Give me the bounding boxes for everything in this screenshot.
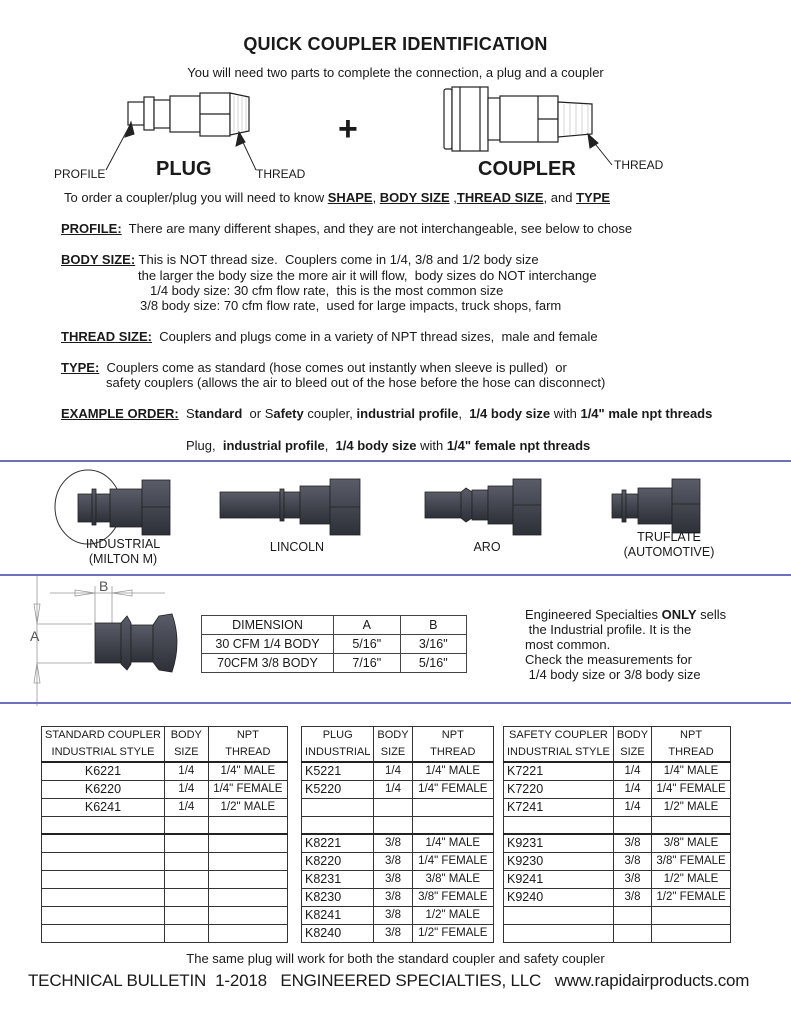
part-number-cell: K7220 xyxy=(504,780,614,798)
table-header-row xyxy=(42,727,288,763)
header-text: NPT xyxy=(680,729,703,741)
plug-drawing xyxy=(0,0,791,190)
plug-label: PLUG xyxy=(156,158,212,180)
page-title: QUICK COUPLER IDENTIFICATION xyxy=(243,34,548,54)
aro-plug-icon xyxy=(425,479,541,535)
part-number-cell xyxy=(504,906,614,924)
part-number-cell: K8231 xyxy=(302,870,374,888)
body-size-cell xyxy=(164,906,208,924)
table-row xyxy=(504,870,731,888)
example-text: with xyxy=(416,438,447,453)
type-section xyxy=(61,360,567,376)
header-text: BODY xyxy=(377,729,409,741)
header-text: STANDARD COUPLER xyxy=(45,729,161,741)
npt-thread-cell: 1/2" FEMALE xyxy=(412,924,493,942)
npt-thread-cell: 1/4" FEMALE xyxy=(412,780,493,798)
part-number-cell: K9241 xyxy=(504,870,614,888)
part-number-cell xyxy=(42,888,165,906)
part-number-cell: K5220 xyxy=(302,780,374,798)
profile-note xyxy=(525,607,726,682)
body-size-cell xyxy=(164,924,208,942)
note-emphasis: ONLY xyxy=(661,607,697,622)
body-size-cell: 3/8 xyxy=(613,834,651,852)
part-number-cell xyxy=(42,870,165,888)
table-row xyxy=(42,780,288,798)
profile-label-lincoln xyxy=(232,540,362,555)
table-row xyxy=(504,762,731,780)
body-size-cell: 1/4 xyxy=(613,780,651,798)
table-row xyxy=(42,870,288,888)
order-requirements xyxy=(64,190,610,206)
note-text: Engineered Specialties xyxy=(525,607,662,622)
table-row xyxy=(302,852,494,870)
example-bold: 1/4" female npt threads xyxy=(446,438,591,453)
table-row xyxy=(504,816,731,834)
table-cell: 5/16" xyxy=(334,635,401,654)
npt-thread-cell xyxy=(208,888,287,906)
example-text: or S xyxy=(242,406,274,421)
header-text: SIZE xyxy=(620,746,645,758)
body-size-cell: 3/8 xyxy=(374,888,412,906)
header-text: INDUSTRIAL xyxy=(305,746,371,758)
table-row xyxy=(302,906,494,924)
profile-heading: PROFILE: xyxy=(61,221,122,236)
part-number-cell xyxy=(504,924,614,942)
npt-thread-cell: 1/4" FEMALE xyxy=(652,780,731,798)
header-cell: A xyxy=(334,616,401,635)
table-row xyxy=(202,635,467,654)
body-size-cell: 3/8 xyxy=(613,870,651,888)
header-cell xyxy=(164,727,208,763)
npt-thread-cell: 1/2" MALE xyxy=(208,798,287,816)
table-row xyxy=(504,780,731,798)
part-number-cell: K9230 xyxy=(504,852,614,870)
body-size-cell: 3/8 xyxy=(374,834,412,852)
profile-alias: (AUTOMOTIVE) xyxy=(623,545,715,559)
body-size-cell: 1/4 xyxy=(164,762,208,780)
body-size-heading: BODY SIZE: xyxy=(61,252,136,267)
part-number-cell xyxy=(42,924,165,942)
body-size-cell: 1/4 xyxy=(613,798,651,816)
profile-name: INDUSTRIAL xyxy=(85,537,161,551)
table-header-row xyxy=(302,727,494,763)
type-text: Couplers come as standard (hose comes out instantly when sleeve is pulled) or xyxy=(99,360,567,375)
npt-thread-cell xyxy=(208,870,287,888)
header-text: THREAD xyxy=(668,746,714,758)
npt-thread-cell: 1/4" MALE xyxy=(652,762,731,780)
table-row xyxy=(504,888,731,906)
table-row xyxy=(504,798,731,816)
plug-tip-icon xyxy=(95,614,177,672)
table-cell: 7/16" xyxy=(334,654,401,673)
header-text: INDUSTRIAL STYLE xyxy=(507,746,610,758)
header-cell xyxy=(504,727,614,763)
part-number-cell: K8230 xyxy=(302,888,374,906)
table-cell: 5/16" xyxy=(400,654,467,673)
table-row xyxy=(42,906,288,924)
separator-text: , xyxy=(449,190,457,205)
keyword-thread-size: THREAD SIZE xyxy=(456,190,544,205)
lincoln-plug-icon xyxy=(220,479,360,535)
part-number-cell: K8241 xyxy=(302,906,374,924)
note-text: 1/4 body size or 3/8 body size xyxy=(525,667,701,682)
thread-size-text: Couplers and plugs come in a variety of NPT thread sizes, male and female xyxy=(152,329,598,344)
npt-thread-cell xyxy=(652,816,731,834)
header-cell xyxy=(302,727,374,763)
body-size-cell: 1/4 xyxy=(374,780,412,798)
technical-bulletin: TECHNICAL BULLETIN 1-2018 ENGINEERED SPECIALTIES, LLC www.rapidairproducts.com xyxy=(28,971,750,990)
keyword-type: TYPE xyxy=(576,190,611,205)
part-number-cell xyxy=(42,906,165,924)
header-text: PLUG xyxy=(322,729,353,741)
body-size-cell xyxy=(164,870,208,888)
plus-sign: + xyxy=(338,110,358,148)
table-row xyxy=(302,762,494,780)
page-subtitle: You will need two parts to complete the connection, a plug and a coupler xyxy=(187,65,604,80)
header-text: BODY xyxy=(170,729,202,741)
header-cell xyxy=(613,727,651,763)
example-order-heading: EXAMPLE ORDER: xyxy=(61,406,179,421)
example-bold: afety xyxy=(273,406,304,421)
thread-size-heading: THREAD SIZE: xyxy=(61,329,152,344)
footer-note: The same plug will work for both the standard coupler and safety coupler xyxy=(186,951,605,966)
example-bold: industrial profile xyxy=(222,438,325,453)
npt-thread-cell: 1/4" MALE xyxy=(412,762,493,780)
example-text: coupler, xyxy=(303,406,357,421)
header-cell: B xyxy=(400,616,467,635)
npt-thread-cell xyxy=(652,924,731,942)
part-number-cell: K6241 xyxy=(42,798,165,816)
dimension-table xyxy=(201,615,467,673)
header-cell xyxy=(42,727,165,763)
table-row xyxy=(42,834,288,852)
plug-thread-callout: THREAD xyxy=(256,167,306,181)
table-row xyxy=(302,870,494,888)
body-size-cell: 1/4 xyxy=(613,762,651,780)
table-row xyxy=(504,852,731,870)
header-text: SIZE xyxy=(174,746,199,758)
type-heading: TYPE: xyxy=(61,360,100,375)
keyword-shape: SHAPE xyxy=(327,190,373,205)
example-bold: 1/4" male npt threads xyxy=(580,406,713,421)
npt-thread-cell: 1/4" MALE xyxy=(412,834,493,852)
example-order xyxy=(61,406,712,422)
table-row xyxy=(302,888,494,906)
header-cell xyxy=(374,727,412,763)
example-text: , xyxy=(458,406,470,421)
body-size-line2: the larger the body size the more air it will flow, body sizes do NOT interchange xyxy=(138,268,597,283)
body-size-cell xyxy=(613,924,651,942)
dimension-b-label: B xyxy=(99,578,109,594)
header-cell xyxy=(652,727,731,763)
type-line2: safety couplers (allows the air to bleed out of the hose before the hose can disconnect) xyxy=(106,375,606,390)
thread-size-section xyxy=(61,329,598,345)
body-size-section xyxy=(61,252,539,268)
header-text: SAFETY COUPLER xyxy=(509,729,608,741)
note-text: Check the measurements for xyxy=(525,652,692,667)
table-row xyxy=(302,924,494,942)
npt-thread-cell: 1/2" MALE xyxy=(652,870,731,888)
plug-example xyxy=(186,438,590,454)
profile-callout: PROFILE xyxy=(54,167,106,181)
table-row xyxy=(302,834,494,852)
body-size-line4: 3/8 body size: 70 cfm flow rate, used for large impacts, truck shops, farm xyxy=(140,298,562,313)
npt-thread-cell: 3/8" MALE xyxy=(652,834,731,852)
section-divider xyxy=(0,702,791,704)
profile-label-industrial xyxy=(58,537,188,567)
table-cell: 30 CFM 1/4 BODY xyxy=(202,635,334,654)
header-text: BODY xyxy=(616,729,649,741)
table-row xyxy=(42,888,288,906)
example-bold: 1/4 body size xyxy=(335,438,417,453)
body-size-cell xyxy=(164,852,208,870)
part-number-cell: K9231 xyxy=(504,834,614,852)
header-cell xyxy=(412,727,493,763)
profile-name: TRUFLATE xyxy=(637,530,701,544)
body-size-cell: 3/8 xyxy=(374,906,412,924)
body-size-line3: 1/4 body size: 30 cfm flow rate, this is the most common size xyxy=(150,283,504,298)
part-number-cell: K8221 xyxy=(302,834,374,852)
plug-table xyxy=(301,726,494,943)
npt-thread-cell xyxy=(208,906,287,924)
part-number-cell: K8240 xyxy=(302,924,374,942)
npt-thread-cell xyxy=(208,816,287,834)
standard-coupler-table xyxy=(41,726,288,943)
npt-thread-cell xyxy=(208,834,287,852)
part-number-cell xyxy=(504,816,614,834)
body-size-cell xyxy=(613,906,651,924)
header-text: THREAD xyxy=(430,746,476,758)
body-size-cell xyxy=(374,798,412,816)
table-row xyxy=(42,816,288,834)
part-number-cell: K7221 xyxy=(504,762,614,780)
table-row xyxy=(302,816,494,834)
part-number-cell: K6220 xyxy=(42,780,165,798)
body-size-cell: 1/4 xyxy=(374,762,412,780)
table-cell: 3/16" xyxy=(400,635,467,654)
header-text: THREAD xyxy=(225,746,271,758)
safety-coupler-table xyxy=(503,726,731,943)
table-header-row xyxy=(504,727,731,763)
npt-thread-cell xyxy=(208,924,287,942)
body-size-text: This is NOT thread size. Couplers come in 1/4, 3/8 and 1/2 body size xyxy=(135,252,539,267)
profile-name: ARO xyxy=(473,540,501,554)
npt-thread-cell: 1/2" MALE xyxy=(652,798,731,816)
profile-alias: (MILTON M) xyxy=(88,552,158,566)
profile-label-truflate xyxy=(604,530,734,560)
npt-thread-cell: 3/8" FEMALE xyxy=(412,888,493,906)
industrial-plug-icon xyxy=(55,470,170,544)
table-row xyxy=(202,654,467,673)
table-row xyxy=(42,762,288,780)
table-row xyxy=(42,798,288,816)
body-size-cell: 3/8 xyxy=(374,924,412,942)
body-size-cell: 1/4 xyxy=(164,780,208,798)
dimension-a-label: A xyxy=(30,628,40,644)
coupler-label: COUPLER xyxy=(478,158,576,180)
npt-thread-cell: 3/8" FEMALE xyxy=(652,852,731,870)
example-bold: industrial profile xyxy=(356,406,459,421)
table-row xyxy=(42,924,288,942)
body-size-cell xyxy=(164,888,208,906)
header-text: INDUSTRIAL STYLE xyxy=(51,746,155,758)
npt-thread-cell: 3/8" MALE xyxy=(412,870,493,888)
npt-thread-cell: 1/4" FEMALE xyxy=(208,780,287,798)
npt-thread-cell: 1/2" MALE xyxy=(412,906,493,924)
body-size-cell: 3/8 xyxy=(374,870,412,888)
table-row xyxy=(504,924,731,942)
part-number-cell xyxy=(42,852,165,870)
example-bold: tandard xyxy=(194,406,243,421)
part-number-cell xyxy=(302,816,374,834)
table-row xyxy=(42,852,288,870)
part-number-cell: K8220 xyxy=(302,852,374,870)
body-size-cell: 3/8 xyxy=(613,888,651,906)
header-cell: DIMENSION xyxy=(202,616,334,635)
example-text: , xyxy=(324,438,336,453)
body-size-cell xyxy=(164,816,208,834)
note-text: the Industrial profile. It is the xyxy=(525,622,692,637)
body-size-cell xyxy=(164,834,208,852)
order-prefix: To order a coupler/plug you will need to know xyxy=(64,190,328,205)
body-size-cell: 3/8 xyxy=(613,852,651,870)
part-number-cell: K7241 xyxy=(504,798,614,816)
part-number-cell: K9240 xyxy=(504,888,614,906)
example-text: with xyxy=(550,406,581,421)
dimension-table-header xyxy=(202,616,467,635)
profile-text: There are many different shapes, and they are not interchangeable, see below to chose xyxy=(121,221,633,236)
profile-section xyxy=(61,221,632,237)
table-row xyxy=(504,834,731,852)
example-text: S xyxy=(178,406,195,421)
part-number-cell xyxy=(302,798,374,816)
table-cell: 70CFM 3/8 BODY xyxy=(202,654,334,673)
npt-thread-cell xyxy=(412,816,493,834)
header-cell xyxy=(208,727,287,763)
table-row xyxy=(302,780,494,798)
npt-thread-cell xyxy=(412,798,493,816)
part-number-cell xyxy=(42,816,165,834)
npt-thread-cell: 1/2" FEMALE xyxy=(652,888,731,906)
npt-thread-cell: 1/4" MALE xyxy=(208,762,287,780)
example-text: Plug, xyxy=(186,438,223,453)
header-text: NPT xyxy=(236,729,259,741)
header-text: NPT xyxy=(441,729,464,741)
npt-thread-cell xyxy=(208,852,287,870)
profile-name: LINCOLN xyxy=(269,540,325,554)
header-text: SIZE xyxy=(380,746,406,758)
body-size-cell: 1/4 xyxy=(164,798,208,816)
body-size-cell xyxy=(613,816,651,834)
example-bold: 1/4 body size xyxy=(469,406,551,421)
note-text: sells xyxy=(696,607,727,622)
table-row xyxy=(302,798,494,816)
npt-thread-cell: 1/4" FEMALE xyxy=(412,852,493,870)
separator-text: , xyxy=(372,190,380,205)
keyword-body-size: BODY SIZE xyxy=(379,190,450,205)
body-size-cell: 3/8 xyxy=(374,852,412,870)
npt-thread-cell xyxy=(652,906,731,924)
part-number-cell: K6221 xyxy=(42,762,165,780)
separator-text: , and xyxy=(543,190,577,205)
truflate-plug-icon xyxy=(612,479,700,533)
note-text: most common. xyxy=(525,637,611,652)
profile-label-aro xyxy=(422,540,552,555)
part-number-cell xyxy=(42,834,165,852)
table-row xyxy=(504,906,731,924)
body-size-cell xyxy=(374,816,412,834)
coupler-thread-callout: THREAD xyxy=(614,158,664,172)
part-number-cell: K5221 xyxy=(302,762,374,780)
